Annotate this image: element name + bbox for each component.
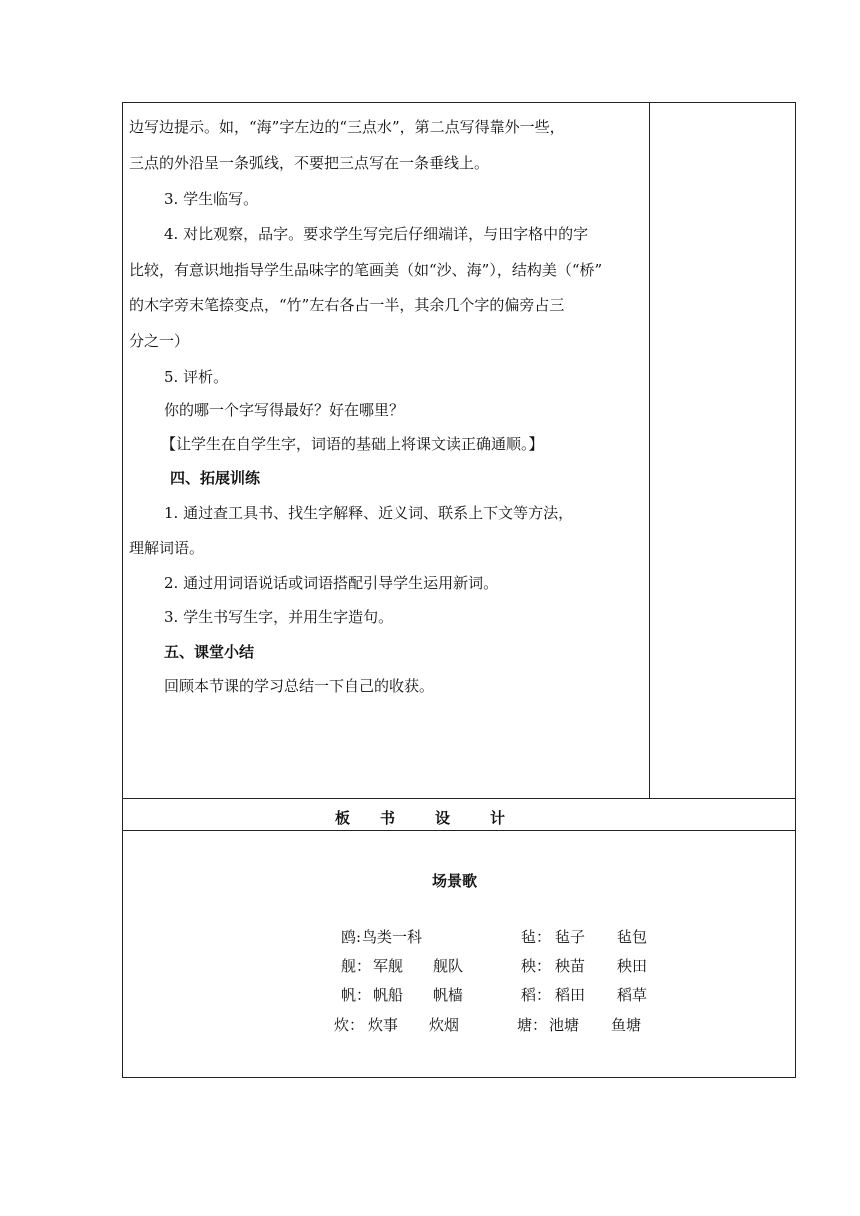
lesson-line: 2. 通过用词语说话或词语搭配引导学生运用新词。 [164, 574, 499, 592]
lesson-line: 的木字旁末笔捺变点，“竹”左右各占一半，其余几个字的偏旁占三 [129, 296, 565, 314]
lesson-line: 3. 学生书写生字，并用生字造句。 [164, 608, 394, 626]
lesson-line: 理解词语。 [129, 539, 205, 557]
lesson-line: 回顾本节课的学习总结一下自己的收获。 [164, 677, 435, 695]
board-char: 舰： [341, 957, 372, 975]
board-word: 秧田 [617, 957, 648, 975]
lesson-line: 分之一） [129, 332, 190, 350]
board-char: 塘： [517, 1016, 548, 1034]
board-word: 炊事 [368, 1016, 399, 1034]
board-header-char: 计 [490, 809, 506, 827]
board-char: 炊： [334, 1016, 365, 1034]
board-word: 鸟类一科 [362, 928, 423, 946]
lesson-line: 3. 学生临写。 [164, 190, 259, 208]
board-header-char: 设 [435, 809, 451, 827]
table-row-divider [122, 830, 796, 831]
board-word: 毡子 [555, 928, 586, 946]
board-word: 舰队 [433, 957, 464, 975]
table-column-divider [649, 102, 650, 798]
board-char: 稻： [521, 986, 552, 1004]
board-word: 军舰 [373, 957, 404, 975]
board-char: 毡： [521, 928, 552, 946]
board-word: 稻草 [617, 986, 648, 1004]
board-word: 鱼塘 [611, 1016, 642, 1034]
table-row-divider [122, 798, 796, 799]
board-word: 炊烟 [429, 1016, 460, 1034]
board-word: 帆樯 [433, 986, 464, 1004]
lesson-line: 三点的外沿呈一条弧线，不要把三点写在一条垂线上。 [129, 154, 490, 172]
lesson-line: 比较，有意识地指导学生品味字的笔画美（如“沙、海”），结构美（“桥” [129, 261, 603, 279]
board-char: 帆： [341, 986, 372, 1004]
board-word: 秧苗 [555, 957, 586, 975]
section-heading: 四、拓展训练 [170, 469, 261, 487]
board-design-header [335, 807, 505, 828]
board-header-char: 板 [335, 809, 351, 827]
lesson-line: 边写边提示。如，“海”字左边的“三点水”，第二点写得靠外一些， [129, 118, 565, 136]
board-char: 鸥: [341, 928, 362, 946]
board-word: 稻田 [555, 986, 586, 1004]
lesson-line: 5. 评析。 [164, 368, 229, 386]
board-word: 帆船 [373, 986, 404, 1004]
lesson-line: 你的哪一个字写得最好？好在哪里？ [164, 401, 405, 419]
board-title: 场景歌 [432, 872, 478, 890]
section-heading: 五、课堂小结 [164, 643, 255, 661]
lesson-line: 【让学生在自学生字，词语的基础上将课文读正确通顺。】 [161, 435, 544, 453]
board-word: 池塘 [549, 1016, 580, 1034]
board-header-char: 书 [380, 809, 396, 827]
lesson-line: 1. 通过查工具书、找生字解释、近义词、联系上下文等方法， [164, 504, 574, 522]
board-char: 秧： [521, 957, 552, 975]
lesson-line: 4. 对比观察，品字。要求学生写完后仔细端详，与田字格中的字 [164, 225, 589, 243]
board-word: 毡包 [617, 928, 648, 946]
